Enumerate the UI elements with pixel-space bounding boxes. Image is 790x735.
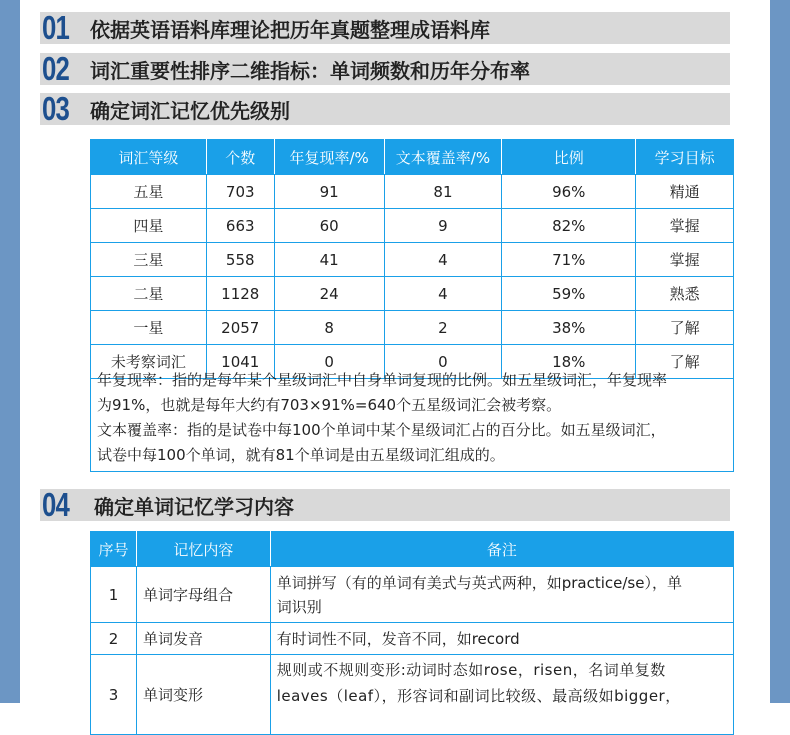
note-line: 年复现率：指的是每年某个星级词汇中自身单词复现的比例。如五星级词汇，年复现率 bbox=[97, 371, 668, 389]
cell-level: 未考察词汇 bbox=[91, 345, 207, 379]
col-header-ratio: 比例 bbox=[502, 140, 636, 175]
cell-coverage: 4 bbox=[384, 277, 502, 311]
cell-content: 单词发音 bbox=[136, 623, 270, 655]
cell-remark bbox=[270, 567, 733, 623]
step-4-number: 04 bbox=[42, 486, 70, 523]
cell-level: 五星 bbox=[91, 175, 207, 209]
col-header-coverage: 文本覆盖率/% bbox=[384, 140, 502, 175]
cell-goal: 了解 bbox=[636, 345, 734, 379]
cell-count: 703 bbox=[206, 175, 274, 209]
step-1-number: 01 bbox=[42, 9, 70, 46]
remark-line: 有时词性不同，发音不同，如record bbox=[276, 630, 520, 648]
col-header-level: 词汇等级 bbox=[91, 140, 207, 175]
col-header-annual-rate: 年复现率/% bbox=[274, 140, 384, 175]
cell-annual-rate: 41 bbox=[274, 243, 384, 277]
cell-coverage: 9 bbox=[384, 209, 502, 243]
table-row bbox=[91, 209, 734, 243]
table-note bbox=[90, 364, 734, 472]
cell-remark bbox=[270, 623, 733, 655]
step-1-title: 依据英语语料库理论把历年真题整理成语料库 bbox=[90, 17, 490, 42]
table-row bbox=[91, 623, 734, 655]
left-border-strip bbox=[0, 0, 20, 703]
cell-annual-rate: 60 bbox=[274, 209, 384, 243]
step-2-number: 02 bbox=[42, 50, 70, 87]
remark-line: 规则或不规则变形:动词时态如rose，risen，名词单复数 bbox=[276, 661, 666, 679]
cell-annual-rate: 0 bbox=[274, 345, 384, 379]
cell-goal: 掌握 bbox=[636, 209, 734, 243]
cell-level: 一星 bbox=[91, 311, 207, 345]
cell-ratio: 82% bbox=[502, 209, 636, 243]
cell-coverage: 4 bbox=[384, 243, 502, 277]
step-2 bbox=[42, 52, 530, 86]
cell-ratio: 18% bbox=[502, 345, 636, 379]
cell-count: 2057 bbox=[206, 311, 274, 345]
table-row bbox=[91, 655, 734, 735]
cell-number: 1 bbox=[91, 567, 137, 623]
cell-coverage: 81 bbox=[384, 175, 502, 209]
cell-annual-rate: 8 bbox=[274, 311, 384, 345]
right-border-strip bbox=[770, 0, 790, 703]
cell-goal: 了解 bbox=[636, 311, 734, 345]
cell-coverage: 2 bbox=[384, 311, 502, 345]
note-line: 文本覆盖率：指的是试卷中每100个单词中某个星级词汇占的百分比。如五星级词汇， bbox=[97, 421, 666, 439]
cell-number: 3 bbox=[91, 655, 137, 735]
cell-count: 663 bbox=[206, 209, 274, 243]
step-4-title: 确定单词记忆学习内容 bbox=[94, 494, 294, 519]
remark-line: 单词拼写（有的单词有美式与英式两种，如practice/se），单 bbox=[276, 573, 682, 592]
table-row bbox=[91, 311, 734, 345]
cell-level: 三星 bbox=[91, 243, 207, 277]
col-header-content: 记忆内容 bbox=[136, 532, 270, 567]
cell-remark bbox=[270, 655, 733, 735]
remark-line: leaves（leaf），形容词和副词比较级、最高级如bigger， bbox=[276, 687, 681, 705]
memory-content-table bbox=[90, 531, 734, 735]
cell-count: 1041 bbox=[206, 345, 274, 379]
remark-line: 词识别 bbox=[276, 597, 322, 616]
step-4 bbox=[42, 488, 294, 522]
cell-goal: 精通 bbox=[636, 175, 734, 209]
cell-ratio: 38% bbox=[502, 311, 636, 345]
table-header-row bbox=[91, 140, 734, 175]
cell-number: 2 bbox=[91, 623, 137, 655]
col-header-remark: 备注 bbox=[270, 532, 733, 567]
step-3 bbox=[42, 92, 290, 126]
cell-goal: 熟悉 bbox=[636, 277, 734, 311]
col-header-goal: 学习目标 bbox=[636, 140, 734, 175]
table-header-row bbox=[91, 532, 734, 567]
cell-ratio: 71% bbox=[502, 243, 636, 277]
cell-annual-rate: 91 bbox=[274, 175, 384, 209]
table-row bbox=[91, 567, 734, 623]
cell-coverage: 0 bbox=[384, 345, 502, 379]
cell-content: 单词变形 bbox=[136, 655, 270, 735]
step-3-title: 确定词汇记忆优先级别 bbox=[90, 98, 290, 123]
cell-ratio: 59% bbox=[502, 277, 636, 311]
note-line: 为91%，也就是每年大约有703×91%=640个五星级词汇会被考察。 bbox=[97, 396, 562, 414]
cell-count: 558 bbox=[206, 243, 274, 277]
step-3-number: 03 bbox=[42, 90, 70, 127]
note-line: 试卷中每100个单词，就有81个单词是由五星级词汇组成的。 bbox=[97, 446, 505, 464]
cell-count: 1128 bbox=[206, 277, 274, 311]
step-1 bbox=[42, 11, 490, 45]
table-row bbox=[91, 243, 734, 277]
table-row bbox=[91, 175, 734, 209]
cell-annual-rate: 24 bbox=[274, 277, 384, 311]
vocabulary-level-table bbox=[90, 139, 734, 379]
col-header-number: 序号 bbox=[91, 532, 137, 567]
cell-goal: 掌握 bbox=[636, 243, 734, 277]
cell-level: 四星 bbox=[91, 209, 207, 243]
cell-ratio: 96% bbox=[502, 175, 636, 209]
table-row bbox=[91, 277, 734, 311]
step-2-title: 词汇重要性排序二维指标：单词频数和历年分布率 bbox=[90, 58, 530, 83]
col-header-count: 个数 bbox=[206, 140, 274, 175]
cell-level: 二星 bbox=[91, 277, 207, 311]
cell-content: 单词字母组合 bbox=[136, 567, 270, 623]
